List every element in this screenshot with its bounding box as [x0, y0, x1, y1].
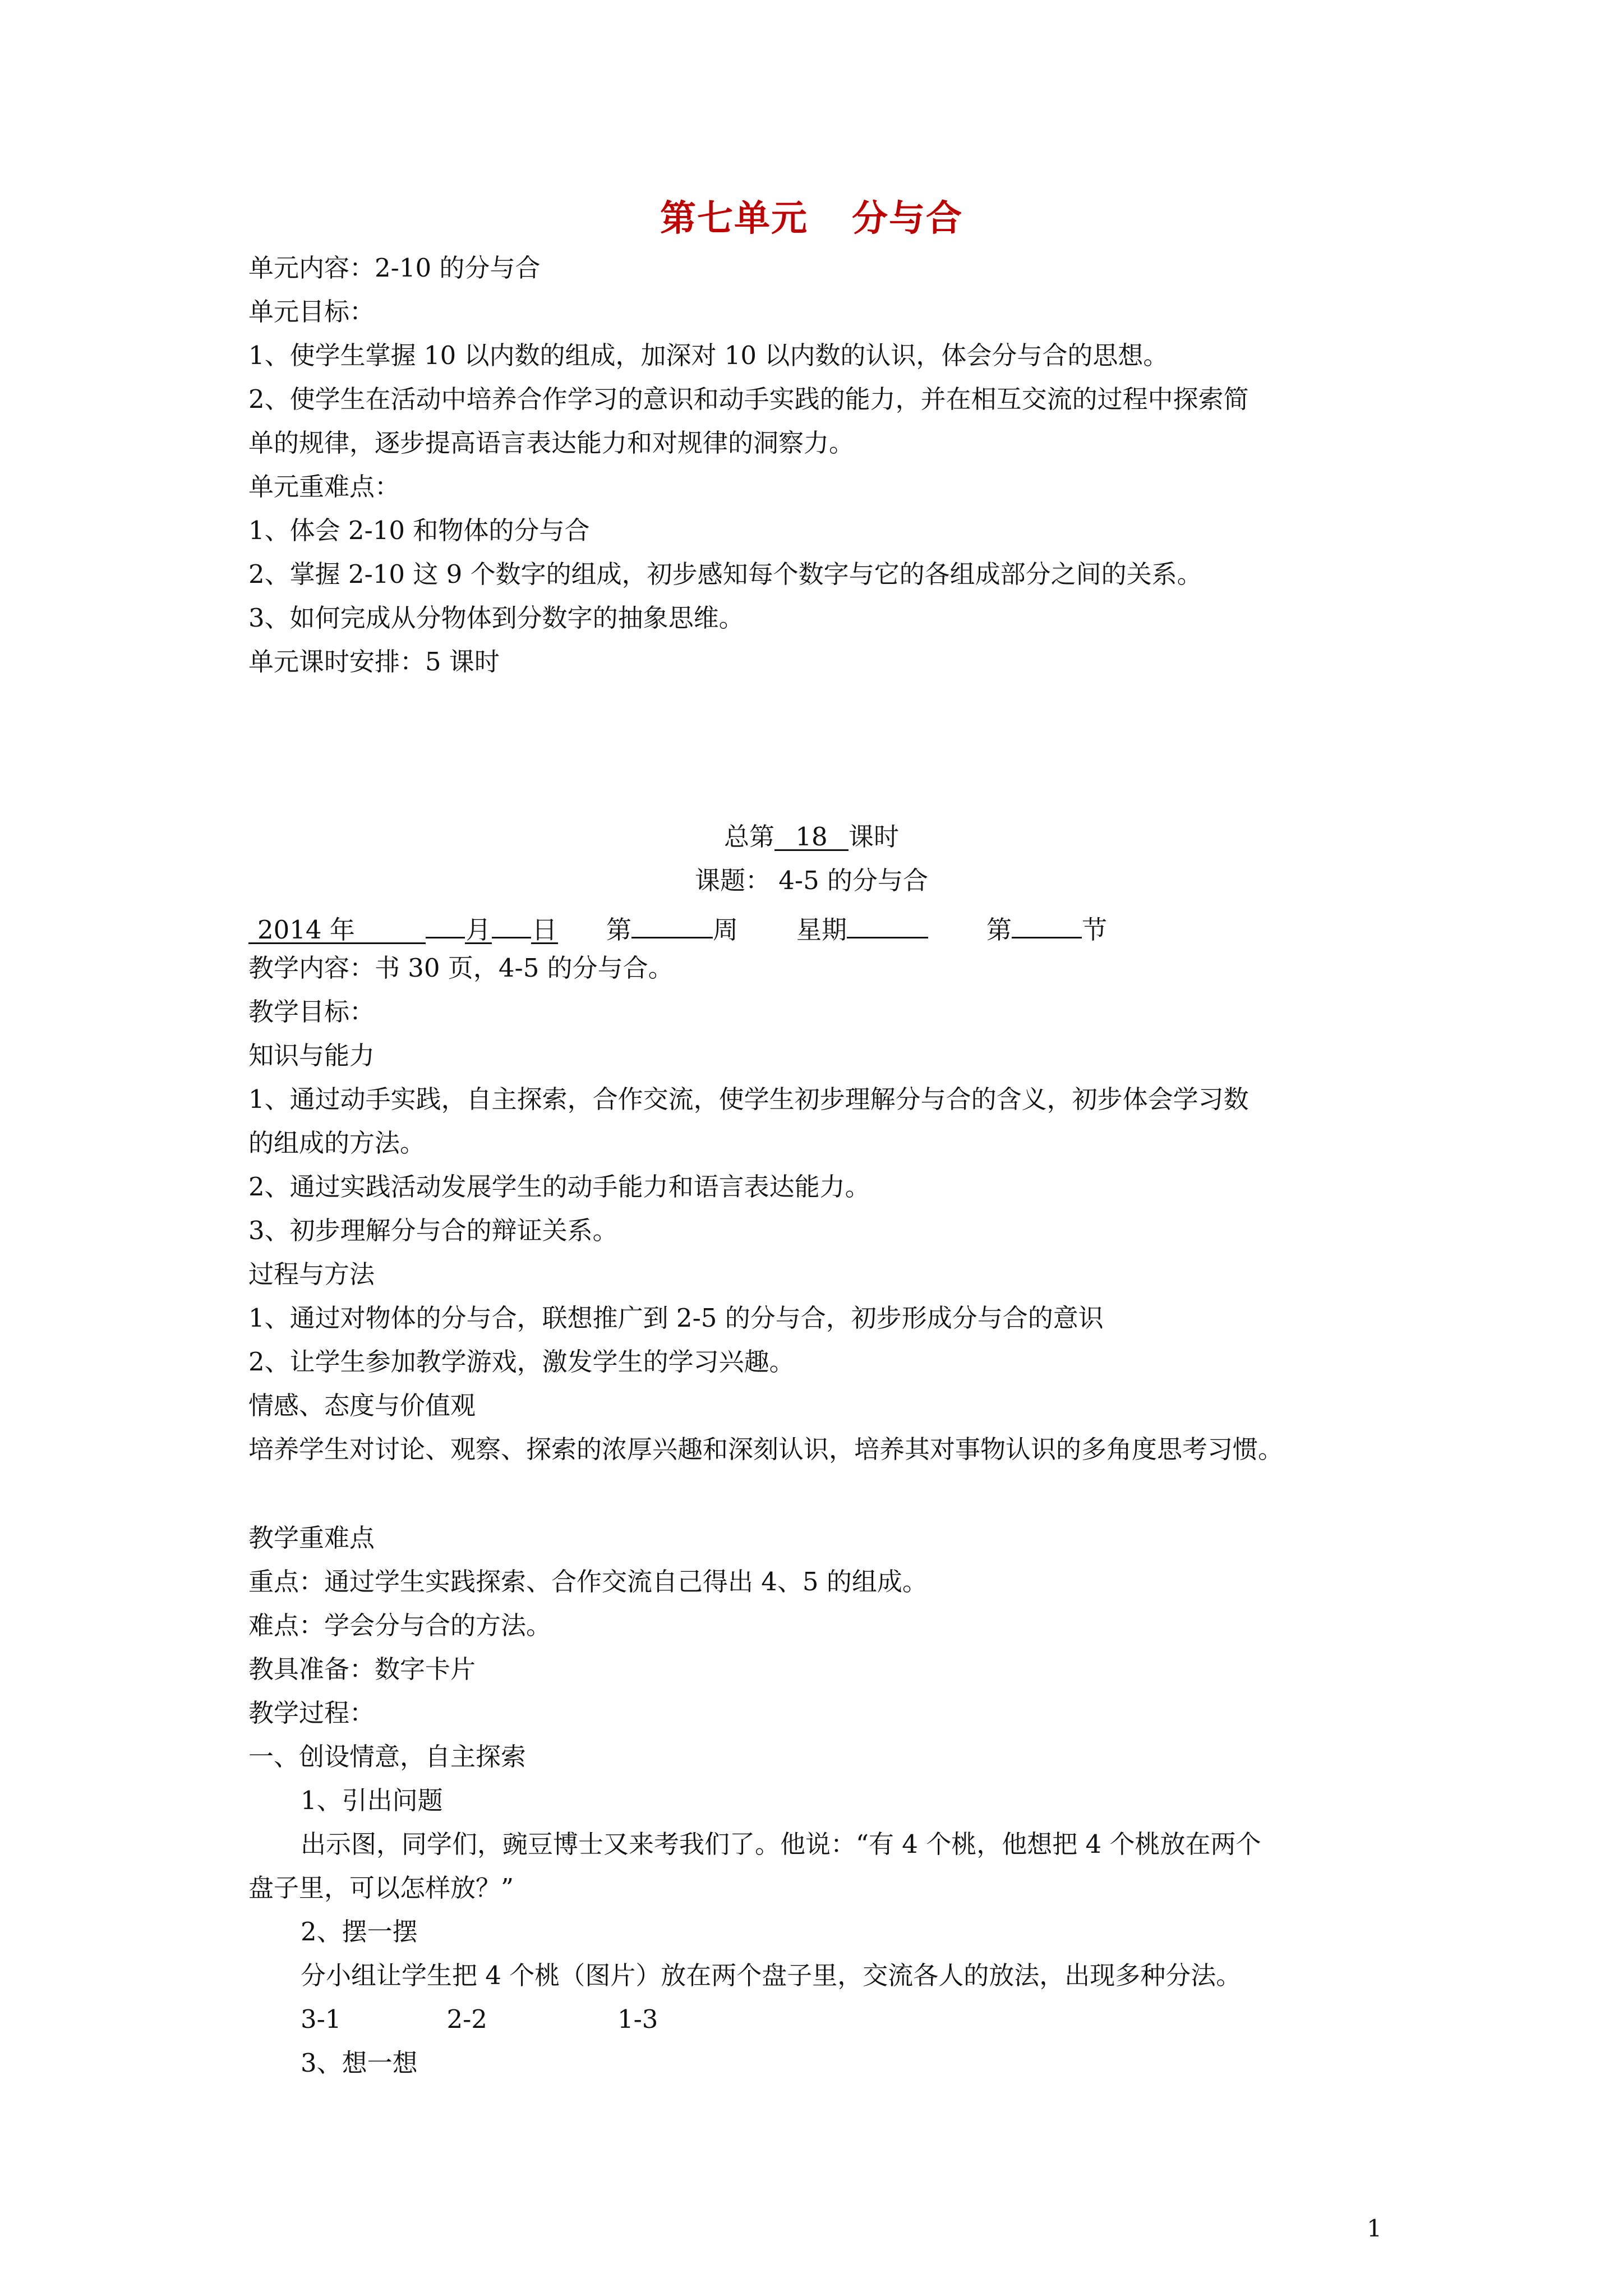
emotion-heading: 情感、态度与价值观 — [248, 1391, 476, 1420]
period-suffix: 节 — [1082, 915, 1108, 945]
unit-title-left: 第七单元 — [660, 197, 808, 240]
date-month: 月 — [465, 913, 492, 944]
step-1-1: 1、引出问题 — [301, 1786, 443, 1815]
split-option: 3-1 — [301, 2004, 342, 2034]
unit-schedule: 单元课时安排：5 课时 — [248, 647, 500, 677]
knowledge-1a: 1、通过动手实践，自主探索，合作交流，使学生初步理解分与合的含义，初步体会学习数 — [248, 1084, 1249, 1114]
unit-difficulty-heading: 单元重难点： — [248, 472, 400, 501]
knowledge-3: 3、初步理解分与合的辩证关系。 — [248, 1216, 618, 1245]
lesson-goals-heading: 教学目标： — [248, 997, 375, 1027]
unit-difficulty-2: 2、掌握 2-10 这 9 个数字的组成，初步感知每个数字与它的各组成部分之间的关系。 — [248, 559, 1202, 589]
unit-difficulty-1: 1、体会 2-10 和物体的分与合 — [248, 516, 590, 545]
unit-goals-heading: 单元目标： — [248, 297, 375, 326]
week-suffix: 周 — [713, 915, 739, 945]
knowledge-2: 2、通过实践活动发展学生的动手能力和语言表达能力。 — [248, 1172, 870, 1202]
unit-title — [0, 190, 1623, 241]
hard-point: 难点：学会分与合的方法。 — [248, 1611, 552, 1640]
knowledge-heading: 知识与能力 — [248, 1041, 375, 1070]
step-1-1-text-a: 出示图，同学们，豌豆博士又来考我们了。他说：“有 4 个桃，他想把 4 个桃放在两个 — [301, 1829, 1261, 1859]
lesson-total-prefix: 总第 — [723, 822, 774, 852]
lesson-total — [0, 820, 1623, 854]
lesson-topic: 课题： 4-5 的分与合 — [694, 866, 929, 895]
lesson-date-line — [248, 908, 1107, 947]
unit-title-right: 分与合 — [852, 197, 963, 240]
teaching-process-title: 教学过程： — [248, 1698, 375, 1728]
lesson-content: 教学内容：书 30 页，4-5 的分与合。 — [248, 953, 674, 983]
weekday-label: 星期 — [796, 915, 847, 945]
date-year: 2014 年 — [248, 913, 426, 944]
knowledge-1b: 的组成的方法。 — [248, 1128, 426, 1158]
date-day: 日 — [531, 913, 558, 944]
split-option: 1-3 — [617, 2004, 658, 2034]
process-1: 1、通过对物体的分与合，联想推广到 2-5 的分与合，初步形成分与合的意识 — [248, 1303, 1104, 1333]
unit-difficulty-3: 3、如何完成从分物体到分数字的抽象思维。 — [248, 603, 744, 633]
step-1: 一、创设情意，自主探索 — [248, 1742, 527, 1772]
emotion-1: 培养学生对讨论、观察、探索的浓厚兴趣和深刻认识，培养其对事物认识的多角度思考习惯。 — [248, 1434, 1284, 1464]
step-1-1-text-b: 盘子里，可以怎样放？” — [248, 1873, 514, 1903]
unit-goal-2b: 单的规律，逐步提高语言表达能力和对规律的洞察力。 — [248, 428, 855, 458]
process-2: 2、让学生参加教学游戏，激发学生的学习兴趣。 — [248, 1347, 795, 1377]
lesson-total-suffix: 课时 — [849, 822, 900, 852]
step-1-3: 3、想一想 — [301, 2048, 418, 2078]
step-1-2: 2、摆一摆 — [301, 1917, 418, 1947]
step-1-2-text: 分小组让学生把 4 个桃（图片）放在两个盘子里，交流各人的放法，出现多种分法。 — [301, 1961, 1242, 1990]
split-options — [301, 2003, 658, 2036]
page-number: 1 — [1367, 2215, 1382, 2242]
teaching-tools: 教具准备：数字卡片 — [248, 1654, 476, 1684]
lesson-total-number: 18 — [774, 820, 849, 851]
unit-goal-2a: 2、使学生在活动中培养合作学习的意识和动手实践的能力，并在相互交流的过程中探索简 — [248, 384, 1249, 414]
unit-goal-1: 1、使学生掌握 10 以内数的组成，加深对 10 以内数的认识，体会分与合的思想。 — [248, 341, 1169, 370]
process-heading: 过程与方法 — [248, 1259, 375, 1289]
keypoints-heading: 教学重难点 — [248, 1523, 375, 1553]
key-point: 重点：通过学生实践探索、合作交流自己得出 4、5 的组成。 — [248, 1567, 928, 1596]
week-prefix: 第 — [606, 915, 632, 945]
unit-content: 单元内容：2-10 的分与合 — [248, 253, 541, 283]
split-option: 2-2 — [446, 2004, 487, 2034]
period-prefix: 第 — [986, 915, 1012, 945]
